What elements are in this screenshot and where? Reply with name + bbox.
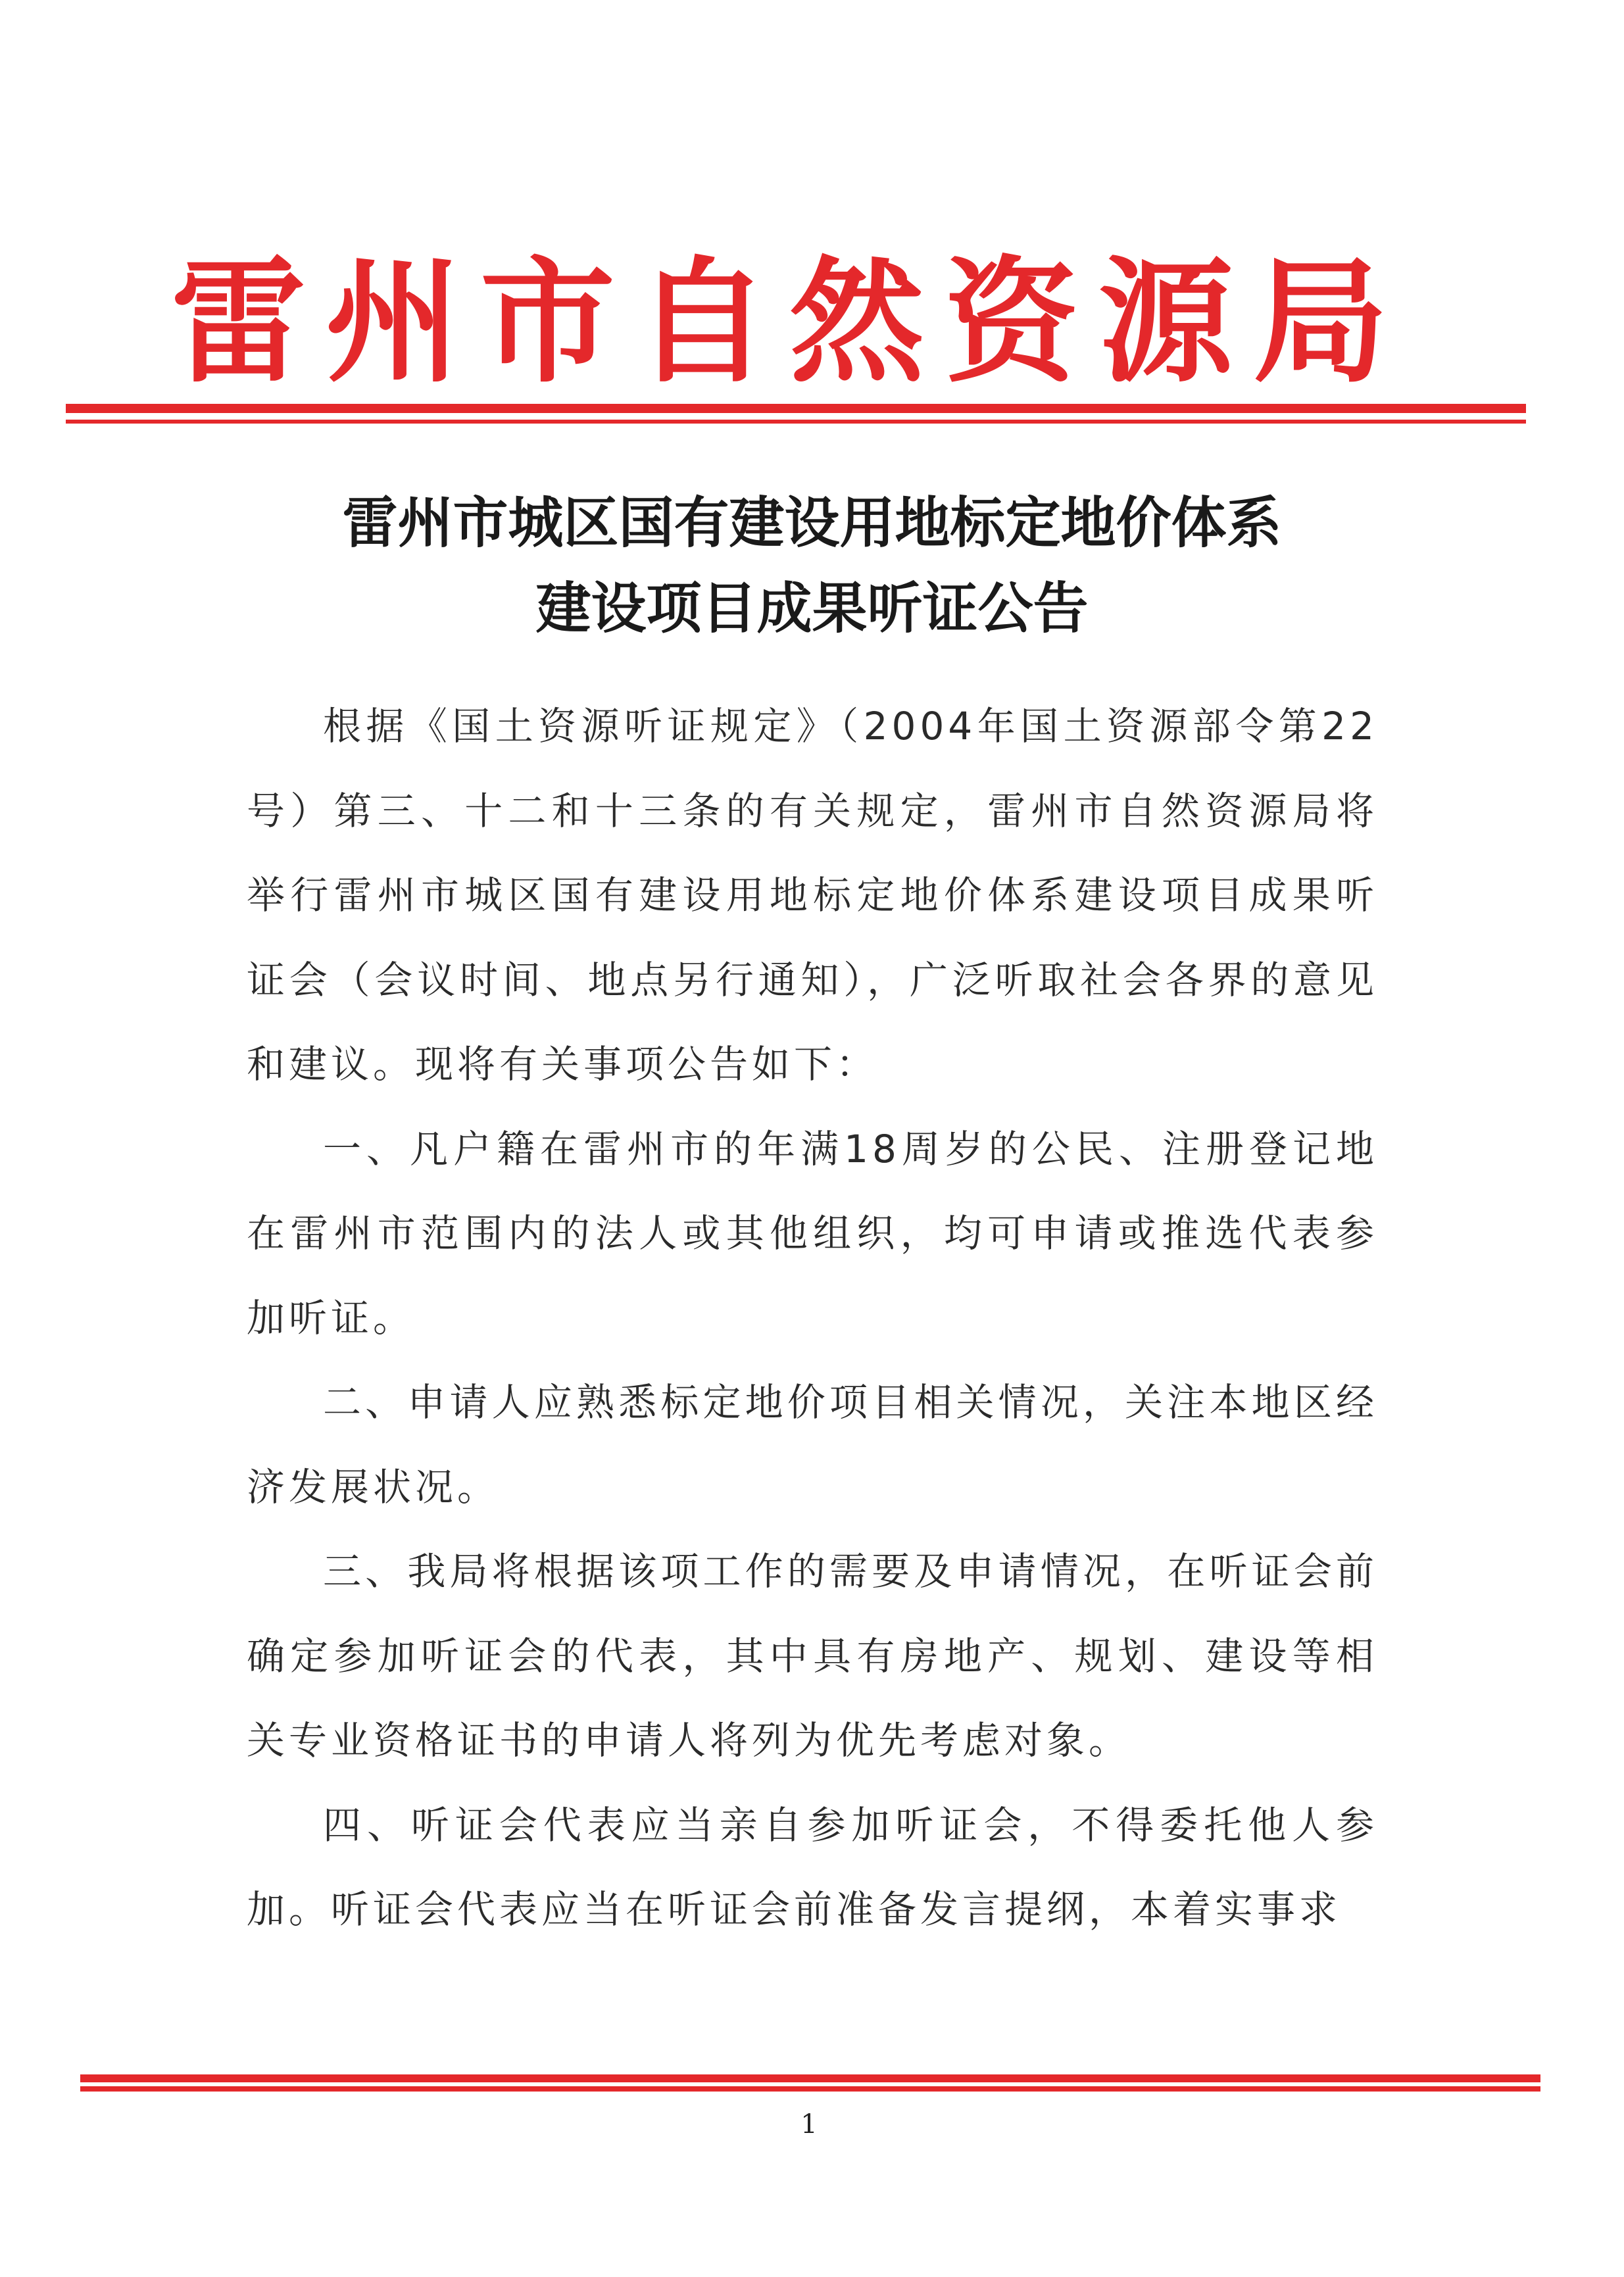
page-number: 1 bbox=[800, 2109, 818, 2140]
notice-title-line-1: 雷州市城区国有建设用地标定地价体系 bbox=[342, 490, 1282, 555]
paragraph-item-2: 二、申请人应熟悉标定地价项目相关情况，关注本地区经济发展状况。 bbox=[247, 1380, 1378, 1509]
notice-title-line-2: 建设项目成果听证公告 bbox=[535, 575, 1089, 641]
paragraph-item-1: 一、凡户籍在雷州市的年满18周岁的公民、注册登记地在雷州市范围内的法人或其他组织，均可申请或推选代表参加听证。 bbox=[247, 1126, 1378, 1340]
notice-body bbox=[247, 684, 1378, 1952]
paragraph-intro: 根据《国土资源听证规定》（2004年国土资源部令第22号）第三、十二和十三条的有关规定，雷州市自然资源局将举行雷州市城区国有建设用地标定地价体系建设项目成果听证会（会议时间、地点另行通知），广泛听取社会各界的意见和建议。现将有关事项公告如下： bbox=[247, 704, 1378, 1087]
header-rule-thick bbox=[66, 404, 1526, 413]
footer-rule-thick bbox=[80, 2074, 1540, 2082]
footer-rule-thin bbox=[80, 2086, 1540, 2092]
paragraph-item-3: 三、我局将根据该项工作的需要及申请情况，在听证会前确定参加听证会的代表，其中具有房地产、规划、建设等相关专业资格证书的申请人将列为优先考虑对象。 bbox=[247, 1549, 1378, 1763]
letterhead-org-name: 雷州市自然资源局 bbox=[171, 243, 1408, 401]
paragraph-item-4: 四、听证会代表应当亲自参加听证会，不得委托他人参加。听证会代表应当在听证会前准备发言提纲，本着实事求 bbox=[247, 1802, 1378, 1932]
header-rule-thin bbox=[66, 420, 1526, 424]
